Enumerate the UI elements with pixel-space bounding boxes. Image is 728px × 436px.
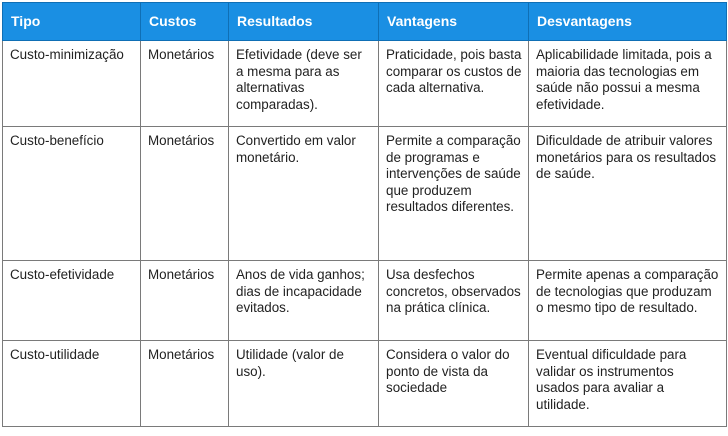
cell-desvantagens: Aplicabilidade limitada, pois a maioria das tecnologias em saúde não possui a mesma efetividade. bbox=[529, 41, 727, 127]
comparison-table bbox=[2, 2, 727, 427]
cell-tipo: Custo-minimização bbox=[3, 41, 141, 127]
cell-resultados: Anos de vida ganhos; dias de incapacidade evitados. bbox=[229, 261, 379, 341]
header-tipo: Tipo bbox=[3, 3, 141, 41]
cell-vantagens: Praticidade, pois basta comparar os custos de cada alternativa. bbox=[379, 41, 529, 127]
cell-resultados: Convertido em valor monetário. bbox=[229, 127, 379, 261]
cell-vantagens: Permite a comparação de programas e intervenções de saúde que produzem resultados diferentes. bbox=[379, 127, 529, 261]
cell-desvantagens: Permite apenas a comparação de tecnologias que produzam o mesmo tipo de resultado. bbox=[529, 261, 727, 341]
table-row bbox=[3, 261, 727, 341]
cell-vantagens: Considera o valor do ponto de vista da sociedade bbox=[379, 341, 529, 427]
cell-desvantagens: Eventual dificuldade para validar os instrumentos usados para avaliar a utilidade. bbox=[529, 341, 727, 427]
cell-custos: Monetários bbox=[141, 261, 229, 341]
cell-tipo: Custo-efetividade bbox=[3, 261, 141, 341]
cell-tipo: Custo-benefício bbox=[3, 127, 141, 261]
table-row bbox=[3, 127, 727, 261]
cell-resultados: Utilidade (valor de uso). bbox=[229, 341, 379, 427]
header-desvantagens: Desvantagens bbox=[529, 3, 727, 41]
table-row bbox=[3, 341, 727, 427]
table-row bbox=[3, 41, 727, 127]
cell-custos: Monetários bbox=[141, 127, 229, 261]
cell-tipo: Custo-utilidade bbox=[3, 341, 141, 427]
header-resultados: Resultados bbox=[229, 3, 379, 41]
header-vantagens: Vantagens bbox=[379, 3, 529, 41]
cell-vantagens: Usa desfechos concretos, observados na prática clínica. bbox=[379, 261, 529, 341]
header-custos: Custos bbox=[141, 3, 229, 41]
cell-resultados: Efetividade (deve ser a mesma para as alternativas comparadas). bbox=[229, 41, 379, 127]
cell-desvantagens: Dificuldade de atribuir valores monetários para os resultados de saúde. bbox=[529, 127, 727, 261]
cell-custos: Monetários bbox=[141, 41, 229, 127]
header-row bbox=[3, 3, 727, 41]
cell-custos: Monetários bbox=[141, 341, 229, 427]
